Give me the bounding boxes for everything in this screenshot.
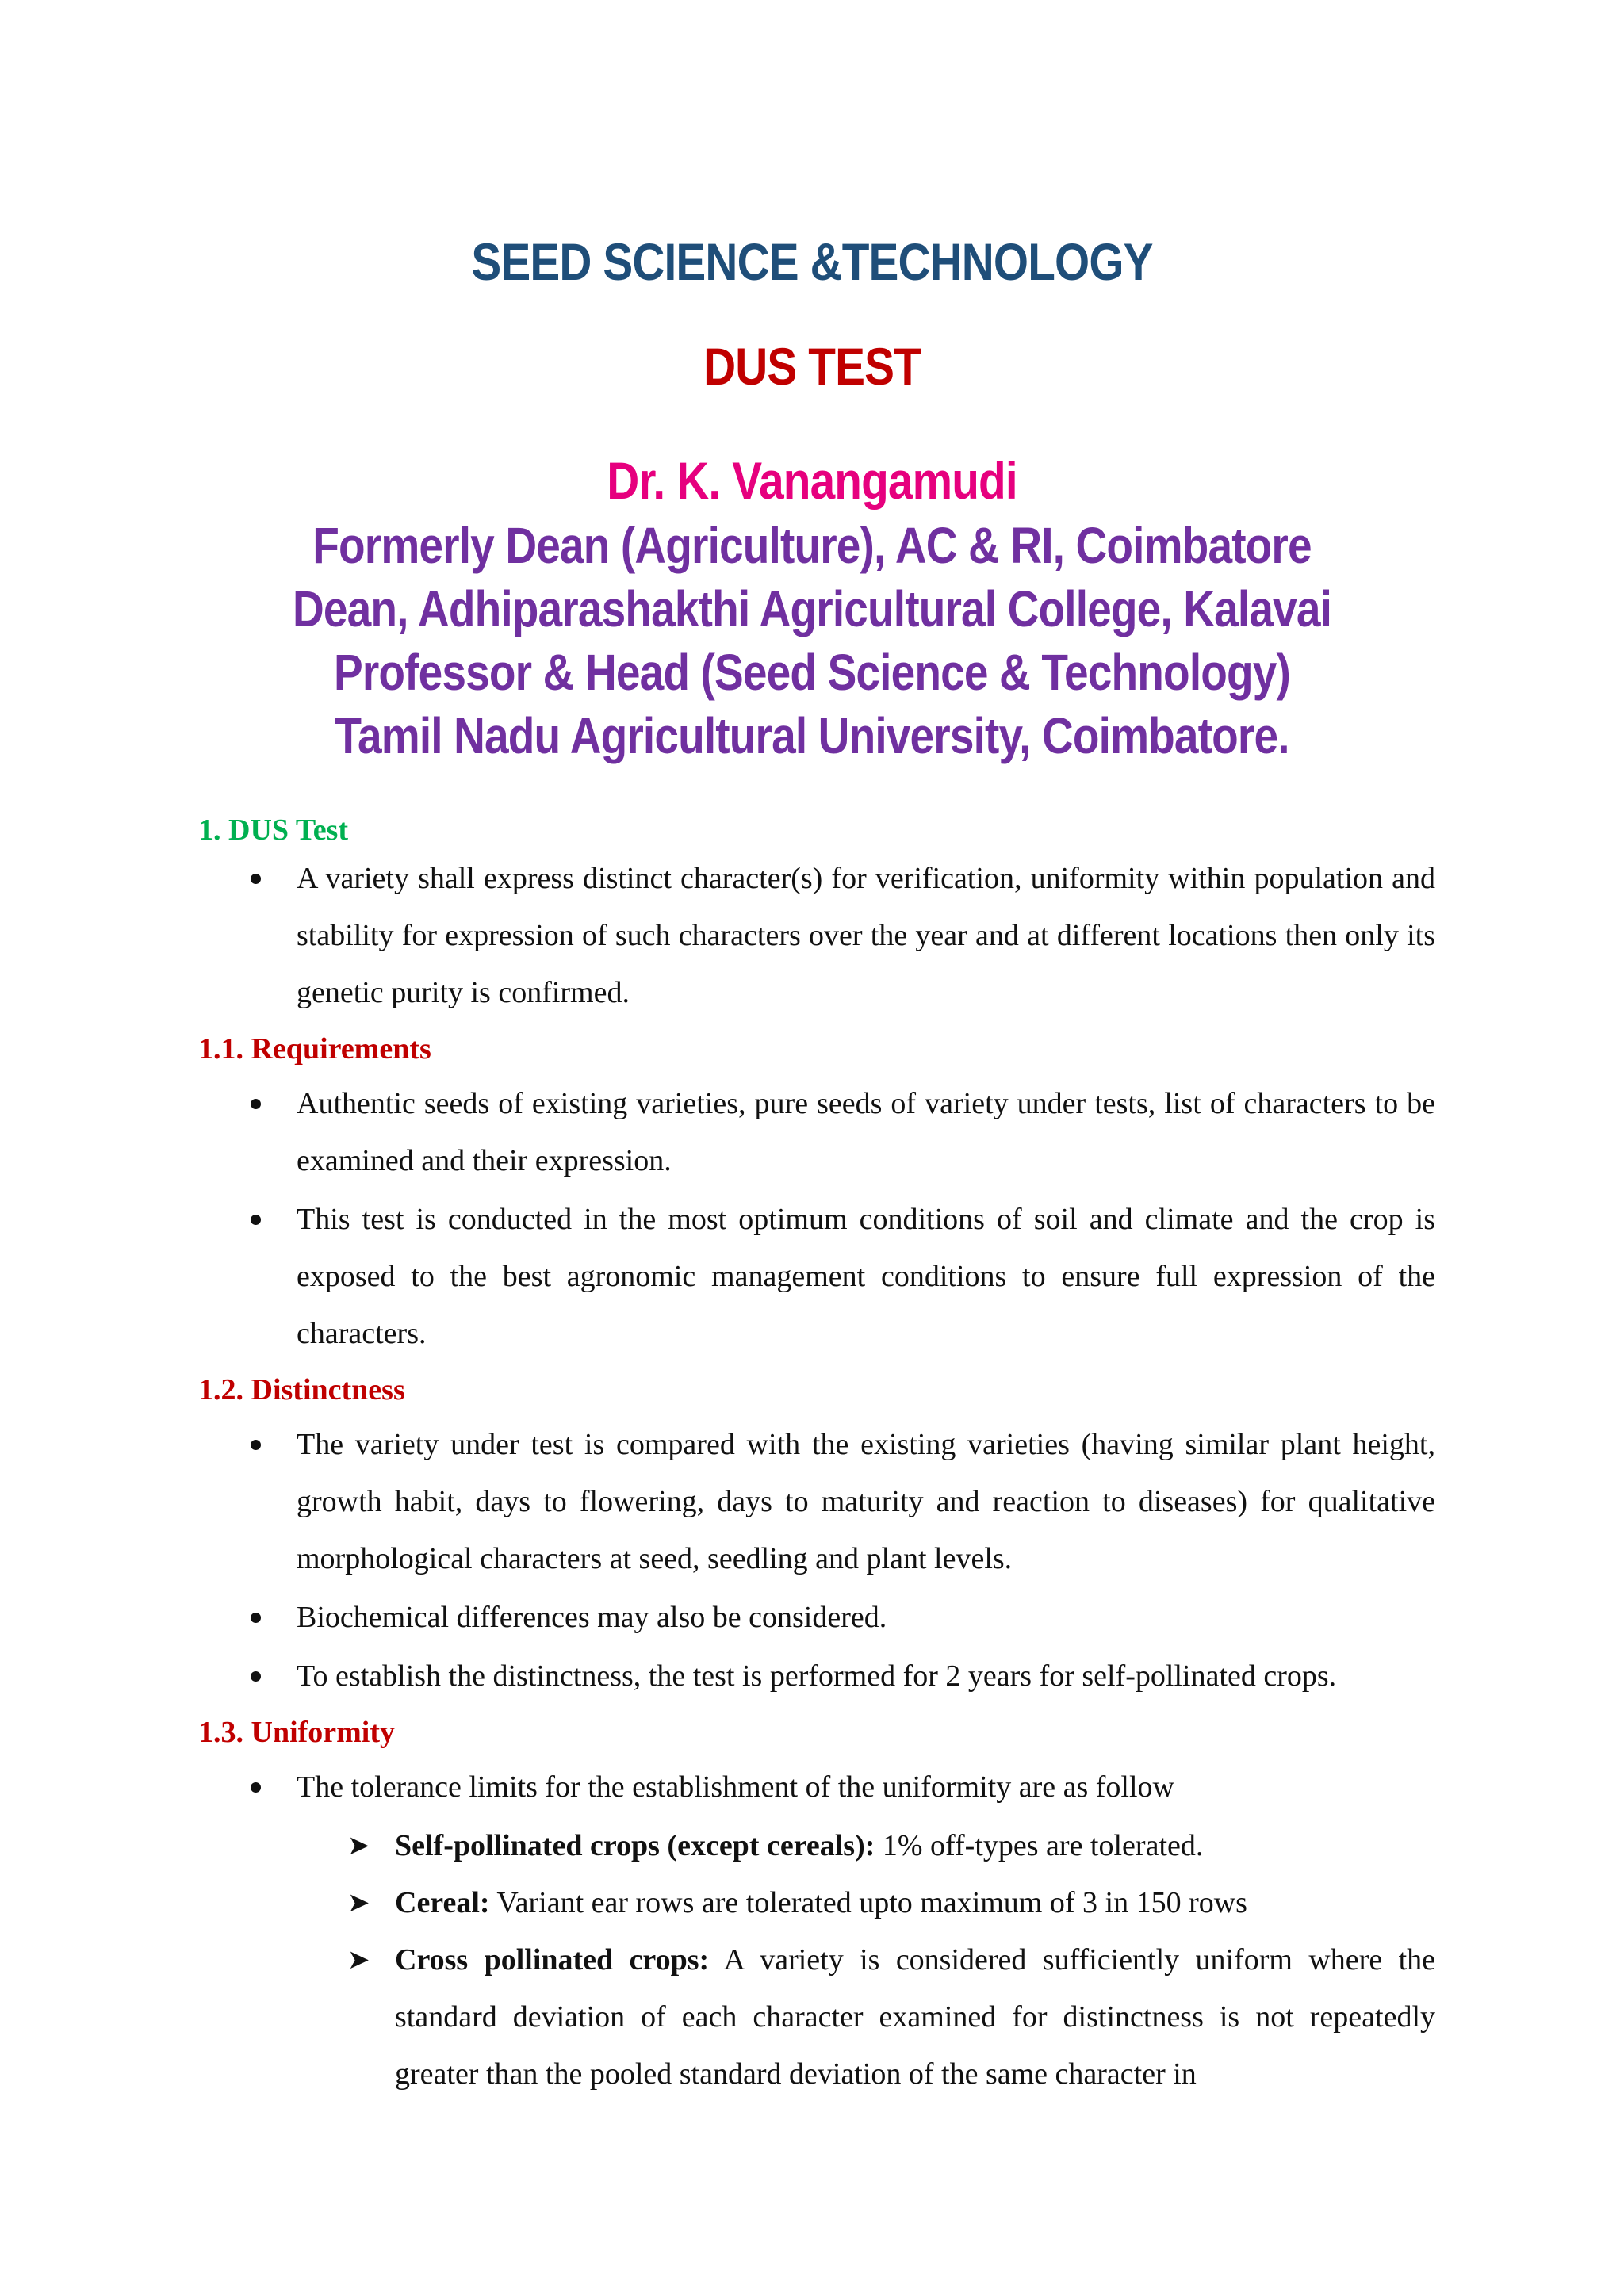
arrow-bullet-icon: ➤ bbox=[347, 1944, 370, 1976]
bullet-icon bbox=[251, 1613, 261, 1623]
list-item bbox=[198, 1589, 1435, 1646]
list-item-text: Biochemical differences may also be considered. bbox=[297, 1601, 887, 1634]
sub-list-item-label: Cross pollinated crops: bbox=[395, 1943, 710, 1976]
section-heading-requirements: 1.1. Requirements bbox=[198, 1032, 431, 1066]
affiliation-line: Professor & Head (Seed Science & Technology) bbox=[334, 644, 1290, 701]
sub-list-item-text: 1% off-types are tolerated. bbox=[875, 1829, 1204, 1862]
list-item bbox=[198, 1647, 1435, 1705]
section-heading-dus-test: 1. DUS Test bbox=[198, 813, 348, 847]
list-item bbox=[198, 1416, 1435, 1587]
bullet-icon bbox=[251, 1440, 261, 1450]
list-item-text: The variety under test is compared with the existing varieties (having similar plant height, growth habit, days to flowering, days to maturity and reaction to diseases) for qualitative morphological characters at seed, seedling and plant levels. bbox=[297, 1428, 1435, 1575]
bullet-icon bbox=[251, 1671, 261, 1682]
list-item bbox=[198, 1075, 1435, 1189]
author-name: Dr. K. Vanangamudi bbox=[607, 451, 1017, 510]
bullet-icon bbox=[251, 1215, 261, 1225]
bullet-icon bbox=[251, 874, 261, 884]
sub-list-item-label: Self-pollinated crops (except cereals): bbox=[395, 1829, 875, 1862]
sub-list-item bbox=[198, 1931, 1435, 2103]
section-heading-distinctness: 1.2. Distinctness bbox=[198, 1373, 405, 1406]
section-heading-uniformity: 1.3. Uniformity bbox=[198, 1716, 396, 1749]
affiliation-line: Tamil Nadu Agricultural University, Coimbatore. bbox=[335, 707, 1289, 764]
affiliation-line: Formerly Dean (Agriculture), AC & RI, Coimbatore bbox=[312, 517, 1312, 574]
document-body bbox=[198, 810, 1435, 2103]
author-affiliations bbox=[113, 514, 1510, 767]
list-item-text: A variety shall express distinct character(s) for verification, uniformity within population and stability for expression of such characters over the year and at different locations then only its genetic purity is confirmed. bbox=[297, 862, 1435, 1009]
list-item-text: The tolerance limits for the establishment of the uniformity are as follow bbox=[297, 1770, 1174, 1804]
list-item bbox=[198, 1758, 1435, 1816]
bullet-icon bbox=[251, 1099, 261, 1109]
sub-list-item bbox=[198, 1817, 1435, 1874]
sub-list-item-text: Variant ear rows are tolerated upto maximum of 3 in 150 rows bbox=[489, 1886, 1247, 1919]
document-title: SEED SCIENCE &TECHNOLOGY bbox=[471, 232, 1153, 291]
list-item-text: Authentic seeds of existing varieties, pure seeds of variety under tests, list of characters to be examined and their expression. bbox=[297, 1087, 1435, 1177]
list-item-text: This test is conducted in the most optimum conditions of soil and climate and the crop is exposed to the best agronomic management conditions to ensure full expression of the characters. bbox=[297, 1203, 1435, 1350]
arrow-bullet-icon: ➤ bbox=[347, 1830, 370, 1862]
document-subtitle: DUS TEST bbox=[703, 337, 921, 396]
sub-list-item-label: Cereal: bbox=[395, 1886, 490, 1919]
list-item-text: To establish the distinctness, the test is performed for 2 years for self-pollinated crops. bbox=[297, 1659, 1337, 1693]
arrow-bullet-icon: ➤ bbox=[347, 1887, 370, 1919]
list-item bbox=[198, 1191, 1435, 1362]
bullet-icon bbox=[251, 1782, 261, 1793]
sub-list-item bbox=[198, 1874, 1435, 1931]
list-item bbox=[198, 850, 1435, 1021]
sub-list-item-text: A variety is considered sufficiently uniform where the standard deviation of each character examined for distinctness is not repeatedly greater than the pooled standard deviation of the same character in bbox=[395, 1943, 1435, 2091]
affiliation-line: Dean, Adhiparashakthi Agricultural College, Kalavai bbox=[292, 580, 1332, 637]
